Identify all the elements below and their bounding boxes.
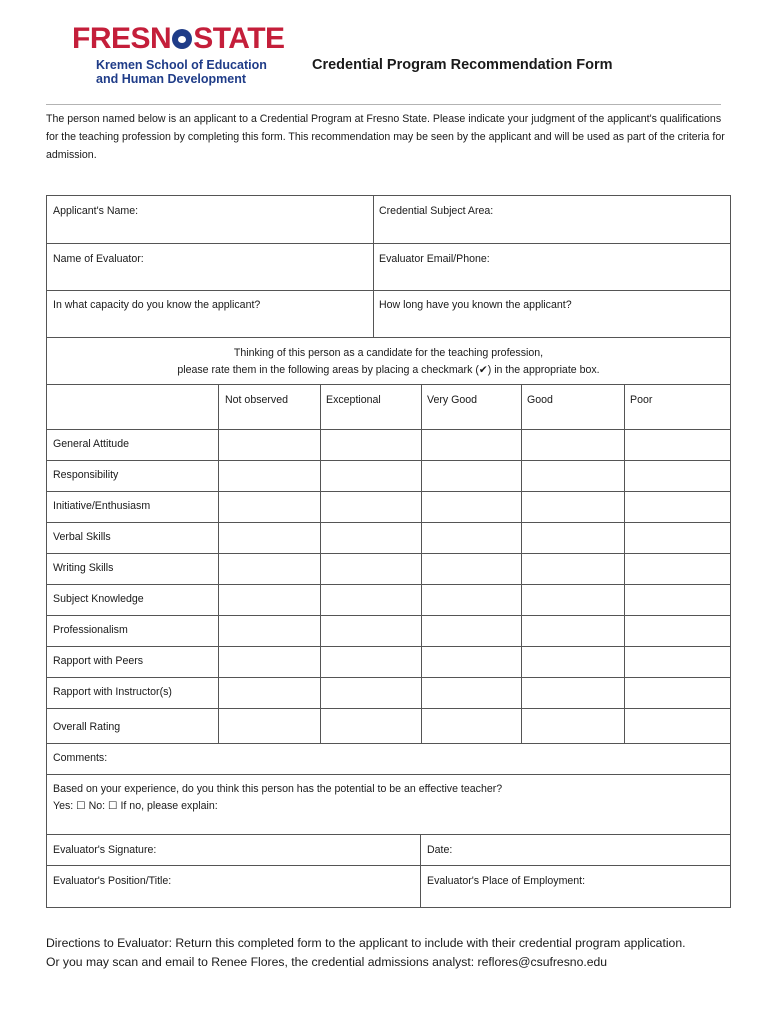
logo-subtitle-line2: and Human Development <box>96 72 247 86</box>
divider <box>47 584 730 585</box>
divider <box>47 384 730 385</box>
divider <box>47 429 730 430</box>
row-rapport-peers: Rapport with Peers <box>53 655 144 667</box>
row-subject-knowledge: Subject Knowledge <box>53 593 144 605</box>
logo-word-left: FRESN <box>72 22 172 55</box>
divider <box>320 384 321 743</box>
evaluator-name-field[interactable]: Name of Evaluator: <box>53 253 144 265</box>
evaluator-contact-field[interactable]: Evaluator Email/Phone: <box>379 253 490 265</box>
yes-no-options[interactable]: Yes: ☐ No: ☐ If no, please explain: <box>53 800 218 812</box>
column-good: Good <box>527 394 553 406</box>
directions-line1: Directions to Evaluator: Return this completed form to the applicant to include with their credential program application. <box>46 936 686 950</box>
row-verbal-skills: Verbal Skills <box>53 531 111 543</box>
logo-word-right: STATE <box>193 22 285 55</box>
column-not-observed: Not observed <box>225 394 289 406</box>
row-overall-rating: Overall Rating <box>53 721 121 733</box>
divider <box>47 491 730 492</box>
applicant-name-field[interactable]: Applicant's Name: <box>53 205 139 217</box>
intro-paragraph: The person named below is an applicant to a Credential Program at Fresno State. Please indicate your judgment of the applicant's qualifications for the teaching profession by completing this form. This recommendation may be seen by the applicant and will be used as part of the criteria for admission. <box>46 113 725 161</box>
rating-instruction-line1: Thinking of this person as a candidate for the teaching profession, <box>233 347 544 359</box>
paw-icon <box>172 29 192 49</box>
employment-field[interactable]: Evaluator's Place of Employment: <box>427 875 586 887</box>
rating-instruction-line2: please rate them in the following areas by placing a checkmark (✔) in the appropriate box. <box>177 364 600 376</box>
divider <box>47 460 730 461</box>
form-title: Credential Program Recommendation Form <box>312 57 613 73</box>
logo-subtitle-line1: Kremen School of Education <box>96 58 267 72</box>
logo-subtitle <box>96 58 267 86</box>
column-poor: Poor <box>630 394 653 406</box>
row-initiative: Initiative/Enthusiasm <box>53 500 151 512</box>
recommendation-form-table <box>46 195 731 908</box>
row-rapport-instructors: Rapport with Instructor(s) <box>53 686 172 698</box>
divider <box>47 834 730 835</box>
divider <box>47 615 730 616</box>
how-long-field[interactable]: How long have you known the applicant? <box>379 299 572 311</box>
divider <box>47 677 730 678</box>
column-very-good: Very Good <box>427 394 478 406</box>
divider <box>47 743 730 744</box>
potential-question: Based on your experience, do you think this person has the potential to be an effective teacher? <box>53 783 503 795</box>
directions-to-evaluator <box>46 934 746 972</box>
divider <box>624 384 625 743</box>
divider <box>521 384 522 743</box>
divider <box>47 774 730 775</box>
divider <box>47 522 730 523</box>
row-writing-skills: Writing Skills <box>53 562 114 574</box>
row-responsibility: Responsibility <box>53 469 119 481</box>
logo-wordmark <box>72 24 285 54</box>
divider <box>47 865 730 866</box>
credential-area-field[interactable]: Credential Subject Area: <box>379 205 494 217</box>
date-field[interactable]: Date: <box>427 844 453 856</box>
divider <box>47 337 730 338</box>
divider <box>421 384 422 743</box>
divider <box>47 290 730 291</box>
row-professionalism: Professionalism <box>53 624 128 636</box>
divider <box>47 646 730 647</box>
column-exceptional: Exceptional <box>326 394 381 406</box>
divider <box>47 708 730 709</box>
divider <box>47 243 730 244</box>
fresno-state-logo <box>72 22 285 90</box>
signature-field[interactable]: Evaluator's Signature: <box>53 844 157 856</box>
comments-label[interactable]: Comments: <box>53 752 108 764</box>
capacity-field[interactable]: In what capacity do you know the applicant? <box>53 299 261 311</box>
divider <box>218 384 219 743</box>
row-general-attitude: General Attitude <box>53 438 129 450</box>
divider <box>47 553 730 554</box>
directions-line2: Or you may scan and email to Renee Flores, the credential admissions analyst: reflores@csufresno.edu <box>46 955 608 969</box>
divider <box>420 834 421 908</box>
header-divider <box>46 104 721 105</box>
divider <box>373 196 374 337</box>
position-field[interactable]: Evaluator's Position/Title: <box>53 875 172 887</box>
